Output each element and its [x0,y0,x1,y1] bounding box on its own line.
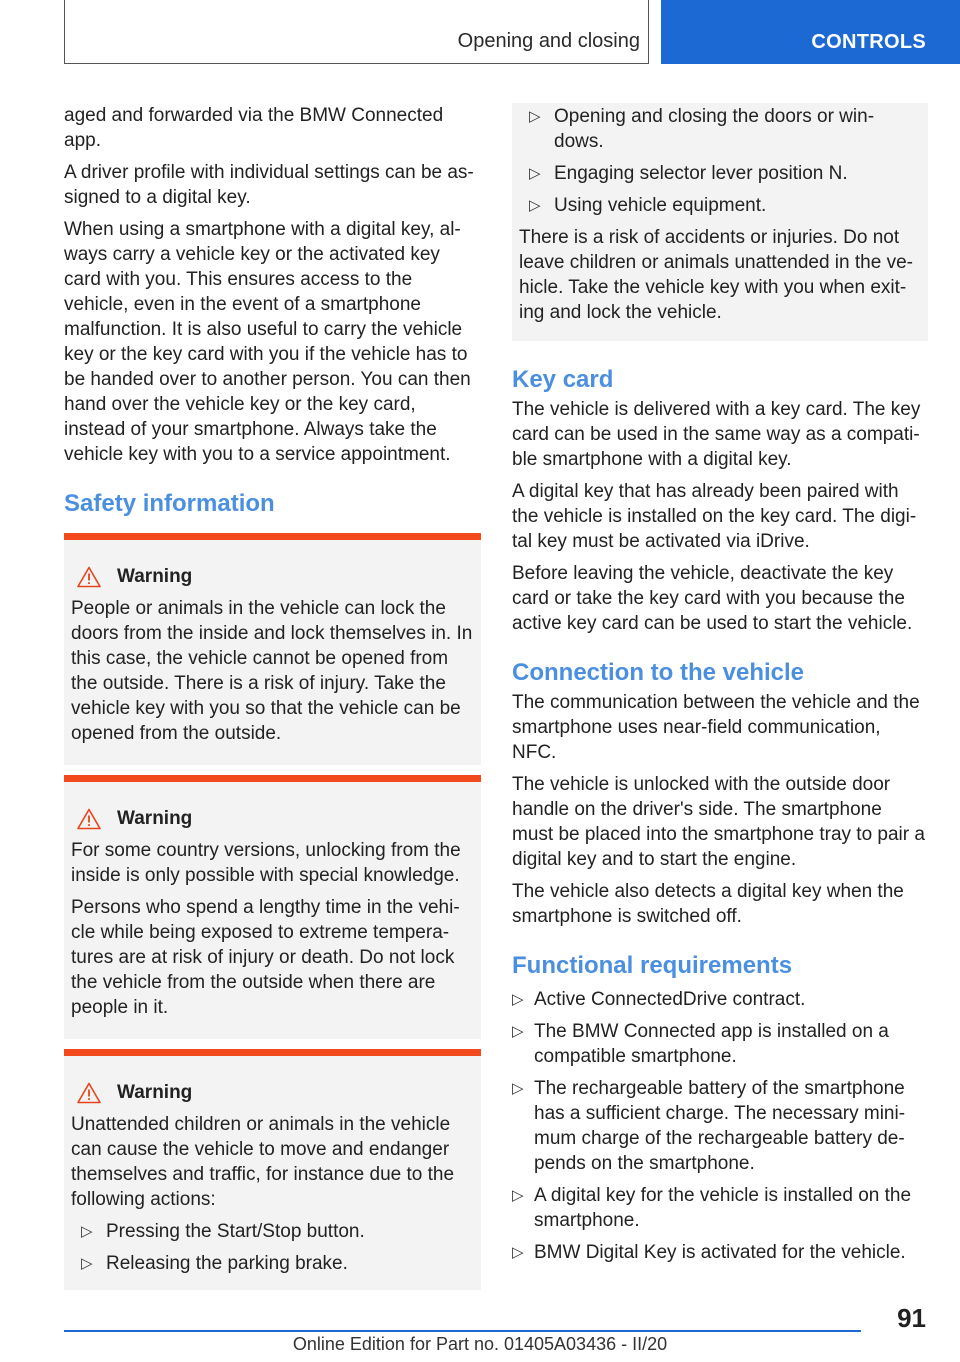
warning-triangle-icon [77,1082,101,1104]
triangle-bullet-icon: ▷ [81,1223,93,1240]
triangle-bullet-icon: ▷ [529,165,541,182]
list-item: ▷ Releasing the parking brake. [81,1253,348,1274]
header-section-title: Opening and closing [457,30,640,52]
paragraph: The vehicle is unlocked with the outside door handle on the driver's side. The smartphone must be placed into the smartphone tray to pair a digital key and to start the engine. [512,774,925,870]
connection-heading: Connection to the vehicle [512,659,805,686]
list-item: ▷ The BMW Connected app is installed on a compatible smartphone. [512,1021,889,1067]
header-chapter-title: CONTROLS [811,31,926,53]
header-section-box [64,0,649,64]
warning-triangle-icon [77,566,101,588]
list-item: ▷ Active ConnectedDrive contract. [512,989,806,1010]
list-item: ▷ A digital key for the vehicle is installed on the smartphone. [512,1185,912,1231]
header-chapter-tab[interactable] [661,0,960,64]
paragraph: aged and forwarded via the BMW Connected app. [64,105,444,151]
triangle-bullet-icon: ▷ [529,108,541,125]
page-number: 91 [897,1303,926,1333]
list-item: ▷ Pressing the Start/Stop button. [81,1221,365,1242]
list-item: ▷ Opening and closing the doors or win-dows. [529,106,875,152]
left-column [64,103,481,1290]
paragraph: A digital key that has already been paired with the vehicle is installed on the key card. The digi-tal key must be activated via iDrive. [512,481,917,552]
key-card-heading: Key card [512,366,614,393]
list-item: ▷ Engaging selector lever position N. [529,163,848,184]
list-item: ▷ Using vehicle equipment. [529,195,767,216]
warning-box-2 [64,775,481,1039]
triangle-bullet-icon: ▷ [512,1023,524,1040]
footer-divider [64,1330,861,1332]
paragraph: Before leaving the vehicle, deactivate the key card or take the key card with you because the active key card can be used to start the vehicle. [512,563,913,634]
safety-information-heading: Safety information [64,490,275,517]
list-item: ▷ BMW Digital Key is activated for the vehicle. [512,1242,906,1263]
functional-requirements-heading: Functional requirements [512,952,793,979]
paragraph: The vehicle is delivered with a key card. The key card can be used in the same way as a compati-ble smartphone with a digital key. [512,399,921,470]
triangle-bullet-icon: ▷ [512,1244,524,1261]
paragraph: The communication between the vehicle and the smartphone uses near-field communication, NFC. [512,692,920,763]
warning-text: Persons who spend a lengthy time in the vehi-cle while being exposed to extreme tempera-tures are at risk of injury or death. Do not lock the vehicle from the outside when there are people in it. [71,897,460,1018]
warning-title: Warning [71,564,474,589]
warning-box-1 [64,533,481,765]
warning-action-list [519,104,921,218]
warning-title: Warning [71,1080,474,1105]
warning-text: People or animals in the vehicle can lock the doors from the inside and lock themselves in. In this case, the vehicle cannot be opened from the outside. There is a risk of injury. Take the vehicle key with you so that the vehicle can be opened from the outside. [71,598,473,744]
triangle-bullet-icon: ▷ [529,197,541,214]
paragraph: A driver profile with individual settings can be as-signed to a digital key. [64,162,474,208]
right-column [512,103,928,1272]
footer-edition-text: Online Edition for Part no. 01405A03436 - II/20 [292,1334,668,1354]
triangle-bullet-icon: ▷ [512,991,524,1008]
warning-action-list [71,1219,474,1276]
list-item: ▷ The rechargeable battery of the smartphone has a sufficient charge. The necessary mini-mum charge of the rechargeable battery de-pends on the smartphone. [512,1078,906,1174]
triangle-bullet-icon: ▷ [512,1080,524,1097]
triangle-bullet-icon: ▷ [81,1255,93,1272]
warning-text: There is a risk of accidents or injuries. Do not leave children or animals unattended in the ve-hicle. Take the vehicle key with you when exit-ing and lock the vehicle. [519,227,913,323]
triangle-bullet-icon: ▷ [512,1187,524,1204]
paragraph: When using a smartphone with a digital key, al-ways carry a vehicle key or the activated key card with you. This ensures access to the vehicle, even in the event of a smartphone malfunction. It is also useful to carry the vehicle key or the key card with you if the vehicle has to be handed over to another person. You can then hand over the vehicle key or the key card, instead of your smartphone. Always take the vehicle key with you to a service appointment. [64,219,471,465]
warning-title: Warning [71,806,474,831]
warning-box-3 [64,1049,481,1290]
requirements-list [505,987,928,1265]
warning-triangle-icon [77,808,101,830]
warning-text: Unattended children or animals in the vehicle can cause the vehicle to move and endanger themselves and traffic, for instance due to the following actions: [71,1114,455,1210]
warning-box-3-continued [512,103,928,341]
paragraph: The vehicle also detects a digital key when the smartphone is switched off. [512,881,904,927]
warning-text: For some country versions, unlocking from the inside is only possible with special knowledge. [71,840,461,886]
